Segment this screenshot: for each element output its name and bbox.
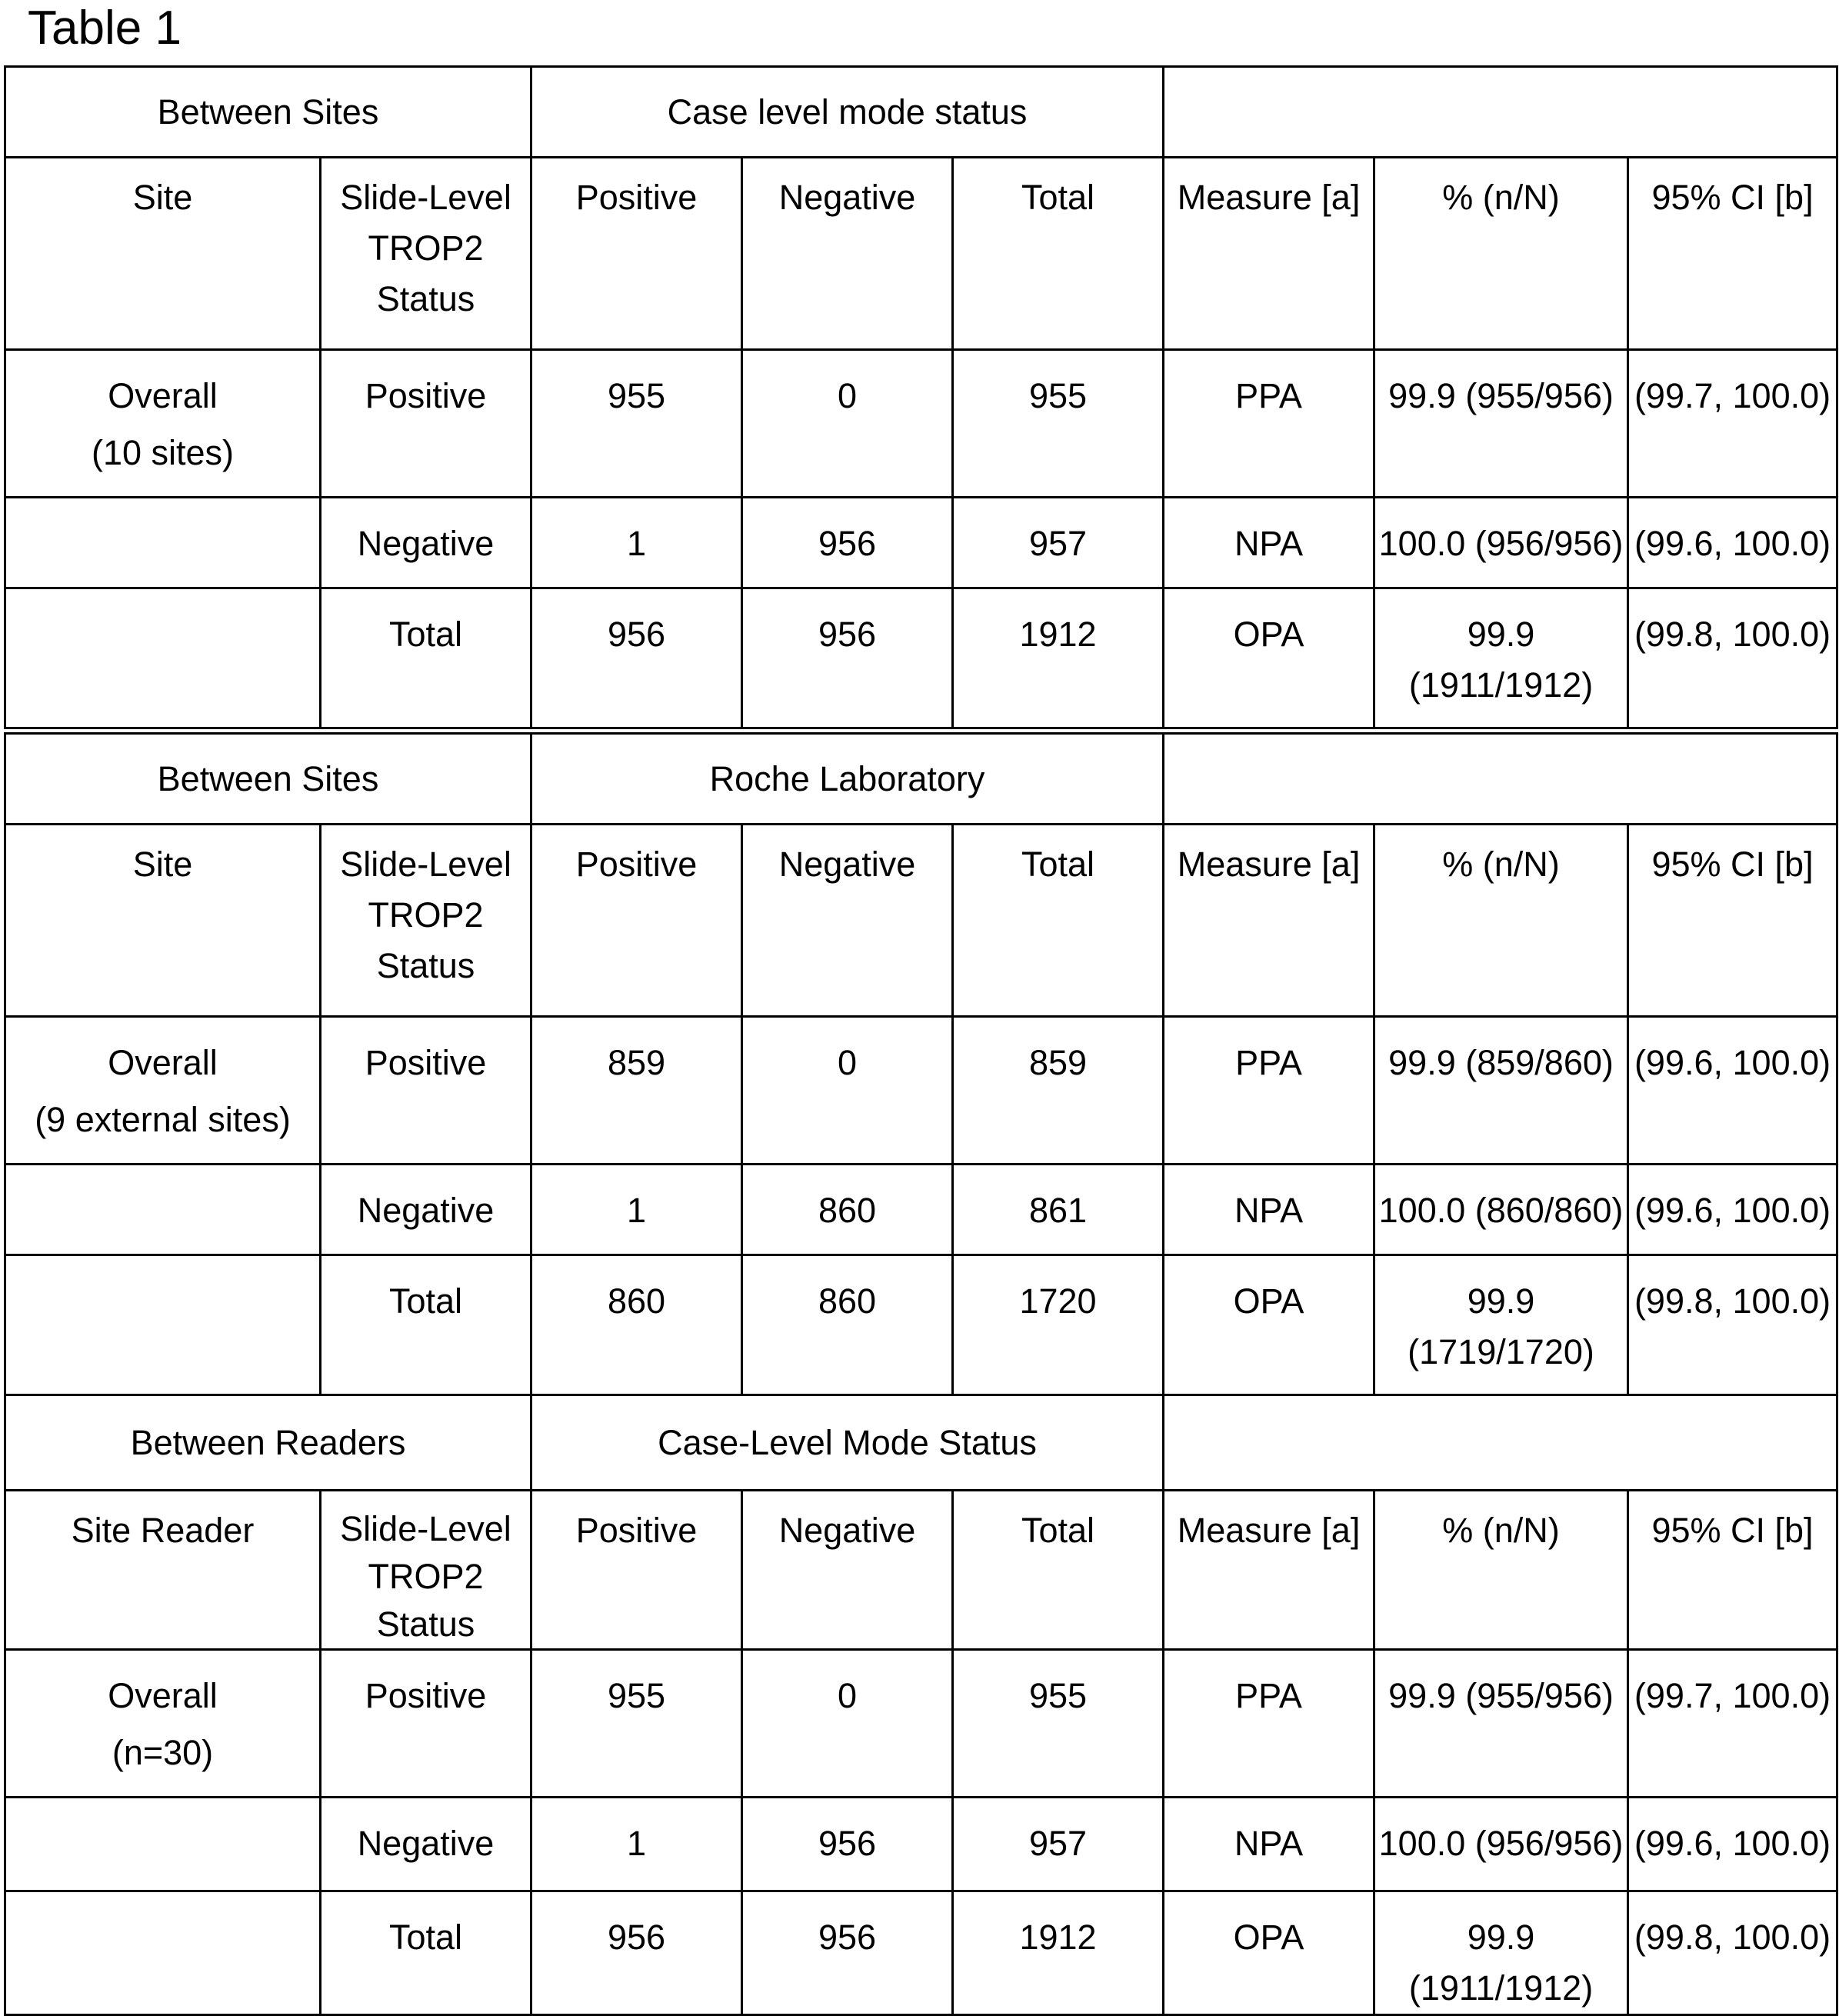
table-row: Overall (10 sites) Positive 955 0 955 PPA 99.9 (955/956) (99.7, 100.0) xyxy=(5,350,1837,498)
table-row: Negative 1 956 957 NPA 100.0 (956/956) (99.6, 100.0) xyxy=(5,1798,1837,1891)
column-header: Positive xyxy=(531,825,742,1017)
column-header: 95% CI [b] xyxy=(1628,158,1837,350)
column-header: % (n/N) xyxy=(1374,1491,1628,1650)
reference-label: Roche Laboratory xyxy=(531,734,1164,825)
column-header: Positive xyxy=(531,1491,742,1650)
empty-header-cell xyxy=(1164,1395,1837,1491)
reference-label: Case level mode status xyxy=(531,67,1164,158)
column-header: Measure [a] xyxy=(1164,158,1374,350)
column-header: % (n/N) xyxy=(1374,825,1628,1017)
section-between-readers xyxy=(4,1394,1838,2016)
group-label: Between Sites xyxy=(5,734,531,825)
column-header: Total xyxy=(953,1491,1164,1650)
column-header: Site Reader xyxy=(5,1491,321,1650)
column-header: Positive xyxy=(531,158,742,350)
section-between-sites-roche xyxy=(4,732,1838,1396)
column-header: Negative xyxy=(742,158,953,350)
section-between-sites-case-level xyxy=(4,65,1838,729)
table-row: Overall (n=30) Positive 955 0 955 PPA 99.9 (955/956) (99.7, 100.0) xyxy=(5,1650,1837,1798)
table-row: Total 956 956 1912 OPA 99.9 (1911/1912) (99.8, 100.0) xyxy=(5,1891,1837,2015)
column-header: Negative xyxy=(742,825,953,1017)
table-title: Table 1 xyxy=(28,2,182,55)
table-row: Total 860 860 1720 OPA 99.9 (1719/1720) (99.8, 100.0) xyxy=(5,1255,1837,1395)
table-row: Total 956 956 1912 OPA 99.9 (1911/1912) (99.8, 100.0) xyxy=(5,588,1837,728)
column-header: Total xyxy=(953,158,1164,350)
empty-header-cell xyxy=(1164,734,1837,825)
column-header: Slide-Level TROP2 Status xyxy=(321,825,531,1017)
empty-header-cell xyxy=(1164,67,1837,158)
column-header: Slide-Level TROP2 Status xyxy=(321,158,531,350)
column-header: Total xyxy=(953,825,1164,1017)
column-header: Slide-Level TROP2 Status xyxy=(321,1491,531,1650)
site-cell: Overall (10 sites) xyxy=(5,350,321,498)
group-label: Between Readers xyxy=(5,1395,531,1491)
column-header: Measure [a] xyxy=(1164,825,1374,1017)
column-header: Measure [a] xyxy=(1164,1491,1374,1650)
table-row: Negative 1 956 957 NPA 100.0 (956/956) (99.6, 100.0) xyxy=(5,498,1837,588)
column-header: % (n/N) xyxy=(1374,158,1628,350)
site-cell: Overall (9 external sites) xyxy=(5,1017,321,1165)
column-header: 95% CI [b] xyxy=(1628,825,1837,1017)
column-header: Site xyxy=(5,158,321,350)
column-header: Negative xyxy=(742,1491,953,1650)
column-header: 95% CI [b] xyxy=(1628,1491,1837,1650)
reference-label: Case-Level Mode Status xyxy=(531,1395,1164,1491)
group-label: Between Sites xyxy=(5,67,531,158)
table-row: Negative 1 860 861 NPA 100.0 (860/860) (99.6, 100.0) xyxy=(5,1165,1837,1255)
site-cell: Overall (n=30) xyxy=(5,1650,321,1798)
column-header: Site xyxy=(5,825,321,1017)
table-row: Overall (9 external sites) Positive 859 0 859 PPA 99.9 (859/860) (99.6, 100.0) xyxy=(5,1017,1837,1165)
